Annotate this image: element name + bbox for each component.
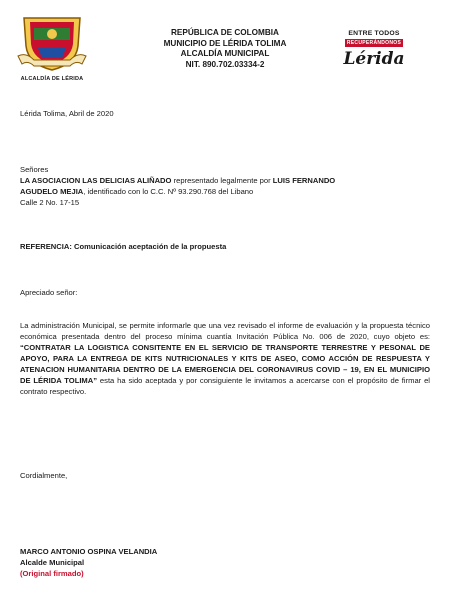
body-paragraph	[20, 320, 430, 397]
municipal-crest-icon	[16, 12, 88, 74]
campaign-logo	[338, 30, 410, 82]
body-closing: esta ha sido aceptada y por consiguiente le invitamos a acercarse con el propósito de firmar el contrato respectivo.	[20, 376, 430, 396]
letterhead-line-country: REPÚBLICA DE COLOMBIA	[171, 28, 279, 37]
crest-label: ALCALDÍA DE LÉRIDA	[20, 76, 84, 82]
represented-text: representado legalmente por	[171, 176, 273, 185]
reference-label: REFERENCIA:	[20, 242, 72, 251]
recipient-address: Calle 2 No. 17-15	[20, 198, 80, 207]
greeting: Apreciado señor:	[20, 288, 78, 297]
rep-name-part2: AGUDELO MEJIA	[20, 187, 84, 196]
signer-role: Alcalde Municipal	[20, 558, 85, 567]
place-date: Lérida Tolima, Abril de 2020	[20, 109, 114, 118]
logo-band-text: RECUPERÁNDONOS	[346, 40, 402, 46]
id-text: , identificado con lo C.C. Nº 93.290.768 del Libano	[83, 187, 254, 196]
signer-name: MARCO ANTONIO OSPINA VELANDIA	[20, 547, 158, 556]
org-name: LA ASOCIACION LAS DELICIAS ALIÑADO	[20, 176, 172, 185]
letterhead	[120, 28, 330, 70]
body-intro: La administración Municipal, se permite informarle que una vez revisado el informe de evaluación y la propuesta técnico económica presentada dentro del proceso mínima cuantía Invitación Pública No. 006 de 2020, cuyo objeto es:	[20, 321, 430, 341]
logo-top-text: ENTRE TODOS	[348, 30, 400, 37]
salutation-title: Señores	[20, 165, 49, 174]
letterhead-line-nit: NIT. 890.702.03334-2	[185, 59, 265, 69]
farewell: Cordialmente,	[20, 471, 68, 480]
reference-text: Comunicación aceptación de la propuesta	[71, 242, 227, 251]
body-object: “CONTRATAR LA LOGISTICA CONSITENTE EN EL SERVICIO DE TRANSPORTE TERRESTRE Y PESONAL DE APOYO, PARA LA ENTREGA DE KITS NUTRICIONALES Y KITS DE ASEO, COMO ACCIÓN DE RESPUESTA Y ATENACION HUMANITARIA DENTRO DE LA EMERGENCIA DEL CORONAVIRUS COVID – 19, EN EL MUNICIPIO DE LÉRIDA TOLIMA”	[20, 343, 430, 385]
signed-note: (Original firmado)	[20, 569, 84, 578]
logo-script-text: Lérida	[343, 49, 405, 69]
rep-name-part1: LUIS FERNANDO	[272, 176, 336, 185]
recipient-line-1	[20, 175, 440, 186]
recipient-line-2	[20, 186, 440, 197]
letterhead-line-municipality: MUNICIPIO DE LÉRIDA TOLIMA	[163, 38, 287, 48]
reference-line	[20, 241, 226, 252]
letterhead-line-office: ALCALDÍA MUNICIPAL	[180, 49, 270, 58]
